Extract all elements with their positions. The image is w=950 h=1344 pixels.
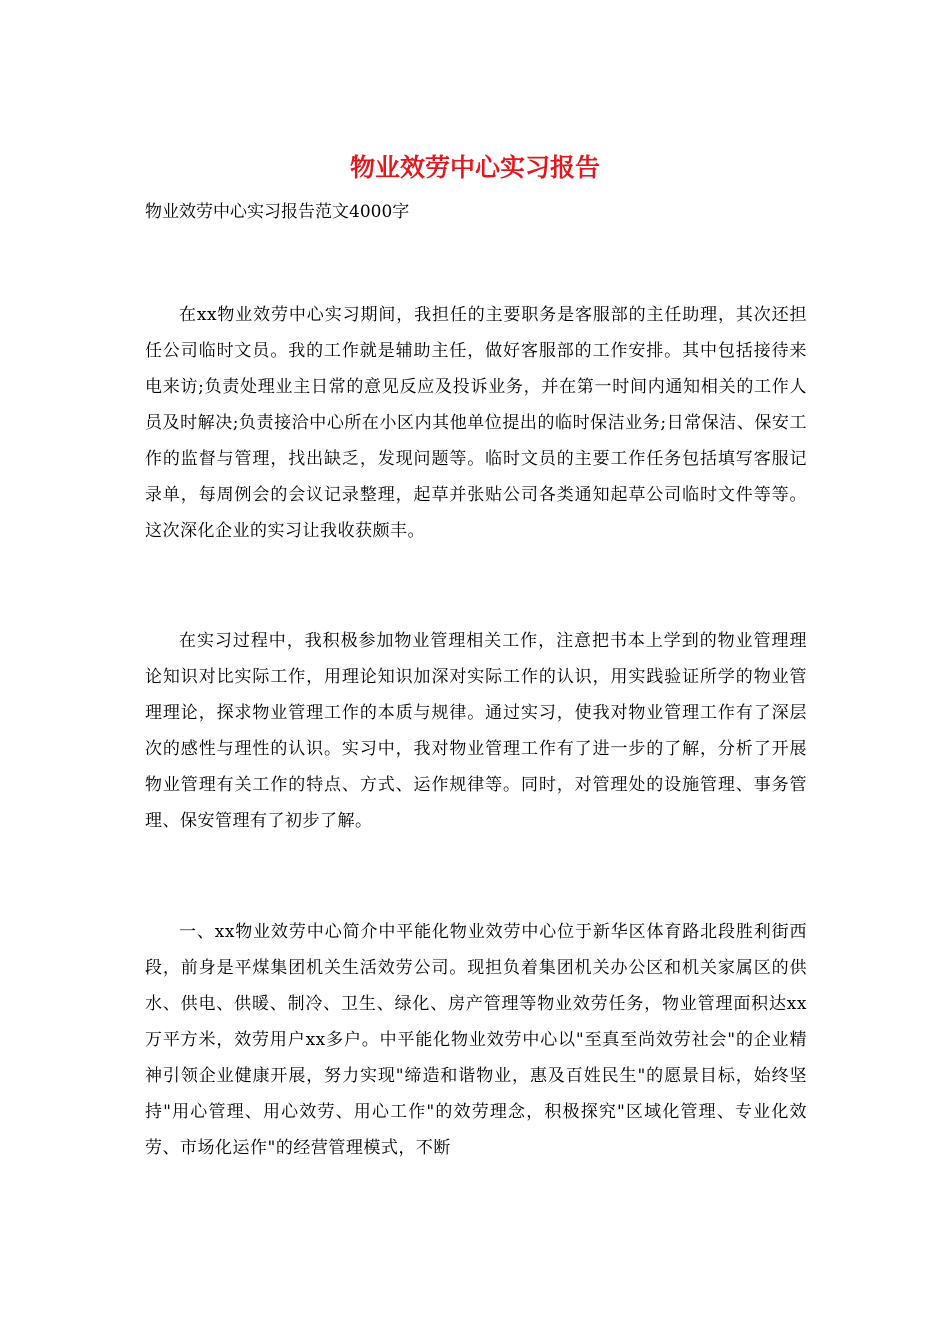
document-title: 物业效劳中心实习报告 <box>349 153 600 182</box>
document-subtitle: 物业效劳中心实习报告范文4000字 <box>145 202 410 222</box>
paragraph-center-introduction: 一、xx物业效劳中心简介中平能化物业效劳中心位于新华区体育路北段胜利街西段，前身是平煤集团机关生活效劳公司。现担负着集团机关办公区和机关家属区的供水、供电、供暖、制冷、卫生、绿化、房产管理等物业效劳任务，物业管理面积达xx万平方米，效劳用户xx多户。中平能化物业效劳中心以"至真至尚效劳社会"的企业精神引领企业健康开展，努力实现"缔造和谐物业，惠及百姓民生"的愿景目标，始终坚持"用心管理、用心效劳、用心工作"的效劳理念，积极探究"区域化管理、专业化效劳、市场化运作"的经营管理模式，不断 <box>145 922 807 1158</box>
paragraph-internship-duties: 在xx物业效劳中心实习期间，我担任的主要职务是客服部的主任助理，其次还担任公司临时文员。我的工作就是辅助主任，做好客服部的工作安排。其中包括接待来电来访;负责处理业主日常的意见反应及投诉业务，并在第一时间内通知相关的工作人员及时解决;负责接洽中心所在小区内其他单位提出的临时保洁业务;日常保洁、保安工作的监督与管理，找出缺乏，发现问题等。临时文员的主要工作任务包括填写客服记录单，每周例会的会议记录整理，起草并张贴公司各类通知起草公司临时文件等等。这次深化企业的实习让我收获颇丰。 <box>145 305 807 541</box>
paragraph-internship-process: 在实习过程中，我积极参加物业管理相关工作，注意把书本上学到的物业管理理论知识对比实际工作，用理论知识加深对实际工作的认识，用实践验证所学的物业管理理论，探求物业管理工作的本质与规律。通过实习，使我对物业管理工作有了深层次的感性与理性的认识。实习中，我对物业管理工作有了进一步的了解，分析了开展物业管理有关工作的特点、方式、运作规律等。同时，对管理处的设施管理、事务管理、保安管理有了初步了解。 <box>145 631 807 831</box>
